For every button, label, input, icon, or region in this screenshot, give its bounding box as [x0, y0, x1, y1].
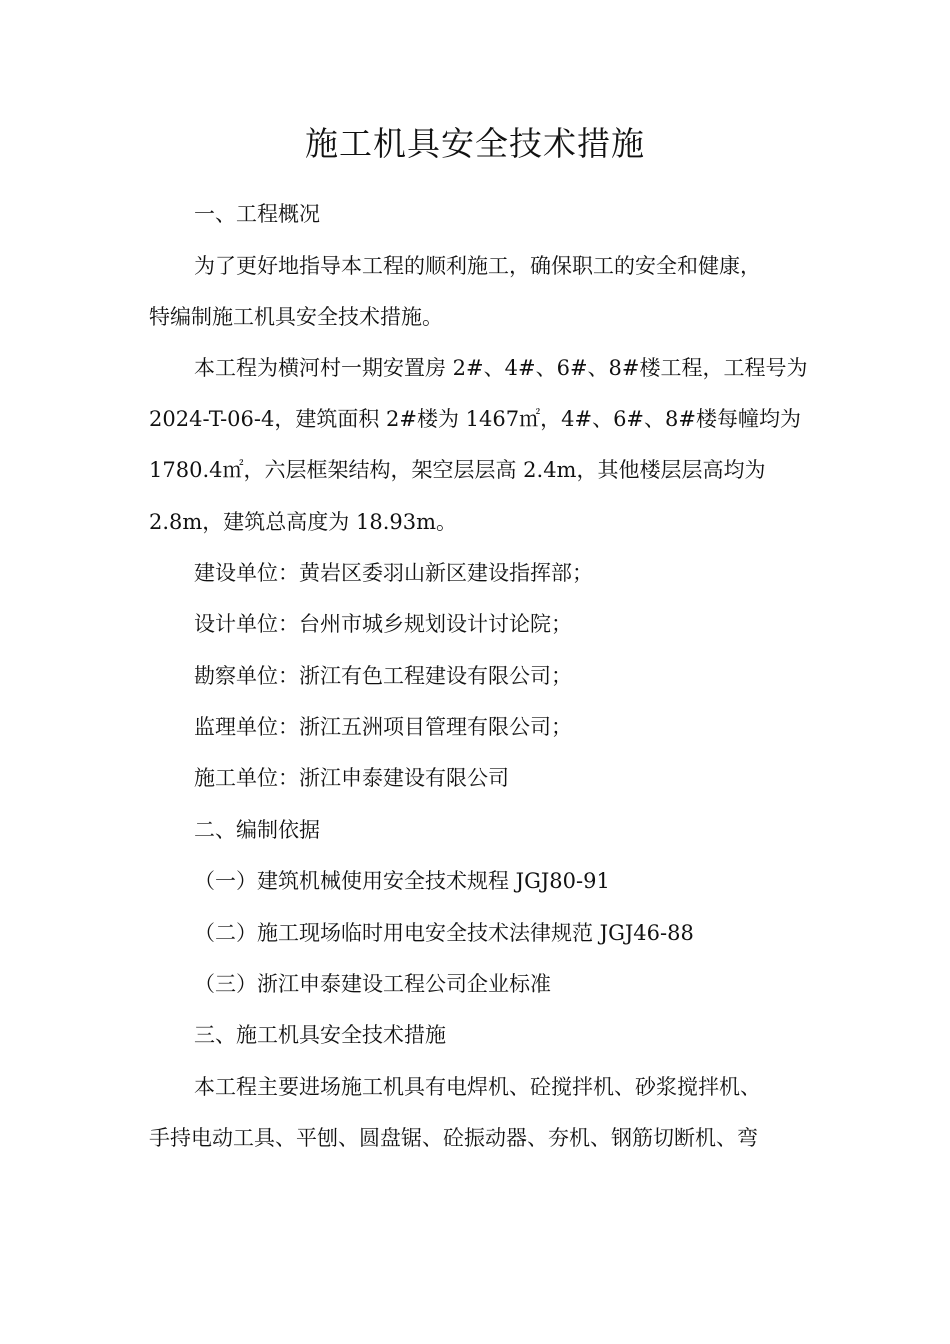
basis-item: （二）施工现场临时用电安全技术法律规范 JGJ46-88	[194, 921, 694, 945]
paragraph-line: 为了更好地指导本工程的顺利施工，确保职工的安全和健康，	[194, 254, 761, 278]
paragraph-line: 特编制施工机具安全技术措施。	[149, 305, 443, 329]
info-line-builder-unit: 施工单位：浙江申泰建设有限公司	[194, 766, 509, 790]
basis-item: （一）建筑机械使用安全技术规程 JGJ80-91	[194, 869, 610, 893]
info-line-design-unit: 设计单位：台州市城乡规划设计讨论院；	[194, 612, 572, 636]
info-line-supervision-unit: 监理单位：浙江五洲项目管理有限公司；	[194, 715, 572, 739]
info-line-construction-unit: 建设单位：黄岩区委羽山新区建设指挥部；	[194, 561, 593, 585]
paragraph-line: 本工程为横河村一期安置房 2#、4#、6#、8#楼工程，工程号为	[194, 356, 808, 380]
document-title: 施工机具安全技术措施	[305, 124, 645, 163]
section-heading-measures: 三、施工机具安全技术措施	[194, 1023, 446, 1047]
paragraph-line: 本工程主要进场施工机具有电焊机、砼搅拌机、砂浆搅拌机、	[194, 1075, 761, 1099]
paragraph-line: 2024-T-06-4，建筑面积 2#楼为 1467㎡，4#、6#、8#楼每幢均为	[149, 407, 801, 431]
paragraph-line: 1780.4㎡，六层框架结构，架空层层高 2.4m，其他楼层层高均为	[149, 458, 766, 482]
basis-item: （三）浙江申泰建设工程公司企业标准	[194, 972, 551, 996]
info-line-survey-unit: 勘察单位：浙江有色工程建设有限公司；	[194, 664, 572, 688]
section-heading-basis: 二、编制依据	[194, 818, 320, 842]
paragraph-line: 手持电动工具、平刨、圆盘锯、砼振动器、夯机、钢筋切断机、弯	[149, 1126, 758, 1150]
paragraph-line: 2.8m，建筑总高度为 18.93m。	[149, 510, 458, 534]
section-heading-overview: 一、工程概况	[194, 202, 320, 226]
